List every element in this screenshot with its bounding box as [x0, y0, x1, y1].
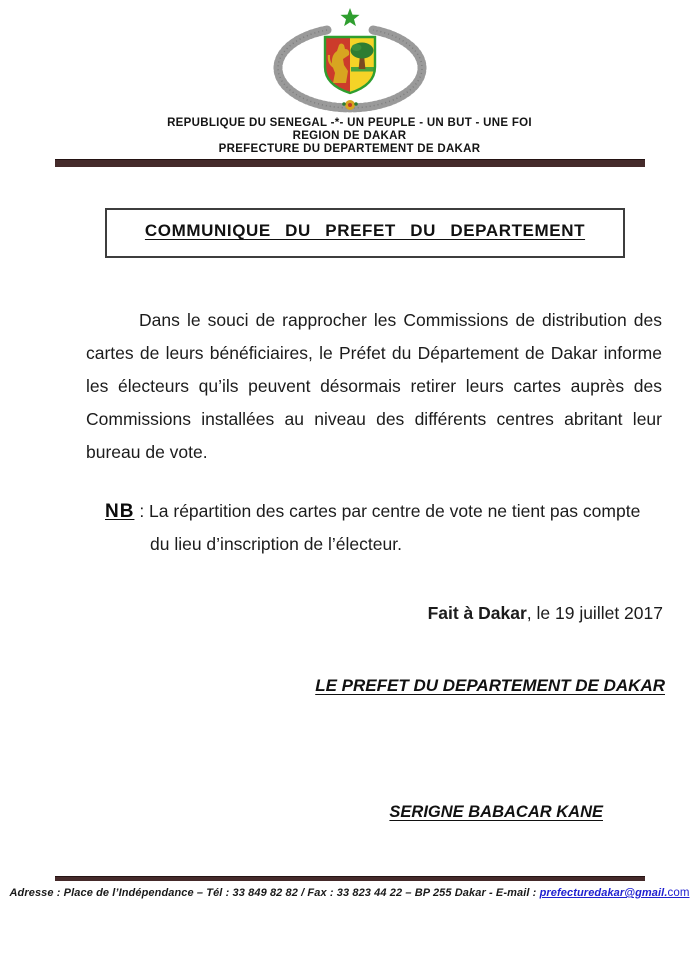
footer: [0, 876, 699, 899]
footer-email-tld: com: [667, 887, 690, 899]
footer-divider-rule: [55, 876, 645, 881]
header-divider-rule: [55, 159, 645, 167]
nb-text: La répartition des cartes par centre de vote ne tient pas compte du lieu d’inscription de l’électeur.: [149, 501, 641, 554]
footer-email-link[interactable]: [540, 887, 690, 899]
footer-address-text: Adresse : Place de l’Indépendance – Tél : 33 849 82 82 / Fax : 33 823 44 22 – BP 255 Dakar - E-mail :: [9, 887, 540, 899]
date-line: [0, 603, 699, 624]
footer-email-user: prefecturedakar@gmail.: [539, 887, 668, 899]
header-org-block: [0, 117, 699, 156]
coat-of-arms-container: [0, 0, 699, 115]
communique-title-box: [105, 208, 625, 258]
header-line-region: REGION DE DAKAR: [292, 130, 407, 142]
senegal-coat-of-arms-icon: [265, 5, 435, 115]
communique-title: COMMUNIQUE DU PREFET DU DEPARTEMENT: [144, 221, 586, 240]
signatory-name: SERIGNE BABACAR KANE: [389, 803, 603, 821]
prefect-title-line: LE PREFET DU DEPARTEMENT DE DAKAR: [315, 676, 665, 695]
date-rest: , le 19 juillet 2017: [526, 603, 663, 623]
nb-separator: :: [134, 501, 150, 521]
date-place: Fait à Dakar: [427, 603, 527, 623]
footer-address: [0, 887, 699, 899]
body-paragraph: Dans le souci de rapprocher les Commissions de distribution des cartes de leurs bénéficiaires, le Préfet du Département de Dakar informe les électeurs qu’ils peuvent désormais retirer leurs cartes auprès des Commissions installées au niveau des différents centres abritant leur bureau de vote.: [86, 310, 662, 462]
nb-label: NB: [105, 501, 135, 522]
header-line-republic: REPUBLIQUE DU SENEGAL -*- UN PEUPLE - UN BUT - UNE FOI: [167, 117, 532, 129]
header-line-prefecture: PREFECTURE DU DEPARTEMENT DE DAKAR: [218, 143, 481, 155]
nb-note: [105, 495, 659, 561]
